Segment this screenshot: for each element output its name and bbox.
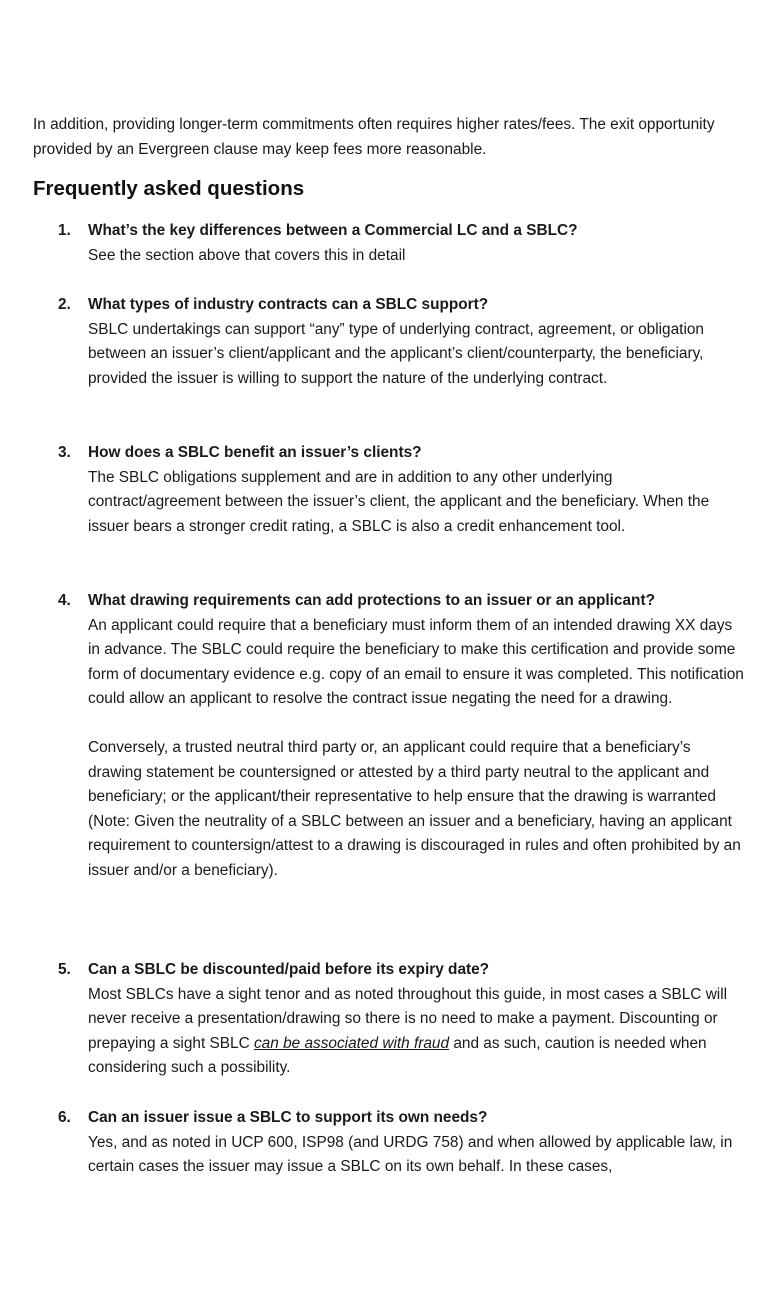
faq-question-1: What’s the key differences between a Commercial LC and a SBLC? [88,222,578,239]
faq-item-4 [58,589,748,883]
faq-answer-1: See the section above that covers this in detail [88,246,406,264]
faq-item-6 [58,1106,748,1180]
faq-item-3 [58,441,748,539]
faq-heading: Frequently asked questions [33,177,305,200]
faq-number-4: 4. [58,592,71,609]
faq-answer-5-text-before: Most SBLCs have a sight tenor and as noted throughout this guide, in most cases a SBLC will never receive a presentation/drawing so there is no need to make a payment. Discounting or prepaying a sight SBLC [88,985,728,1052]
intro-paragraph: In addition, providing longer-term commitments often requires higher rates/fees. The exit opportunity provided by an Evergreen clause may keep fees more reasonable. [33,116,715,158]
faq-number-5: 5. [58,961,71,978]
faq-number-3: 3. [58,444,71,461]
faq-question-3: How does a SBLC benefit an issuer’s clients? [88,444,422,461]
faq-answer-3: The SBLC obligations supplement and are in addition to any other underlying contract/agreement between the issuer’s client, the applicant and the beneficiary. When the issuer bears a stronger credit rating, a SBLC is also a credit enhancement tool. [88,468,710,535]
faq-number-6: 6. [58,1109,71,1126]
faq-answer-2: SBLC undertakings can support “any” type of underlying contract, agreement, or obligation between an issuer’s client/applicant and the applicant’s client/counterparty, the beneficiary, provided the issuer is willing to support the nature of the underlying contract. [88,320,704,387]
faq-answer-5 [88,983,748,1081]
faq-question-4: What drawing requirements can add protections to an issuer or an applicant? [88,592,655,609]
faq-item-2 [58,293,748,391]
faq-question-5: Can a SBLC be discounted/paid before its expiry date? [88,961,490,978]
faq-number-1: 1. [58,222,71,239]
fraud-emphasis: can be associated with fraud [253,1034,450,1052]
faq-answer-4-continued: Conversely, a trusted neutral third party or, an applicant could require that a beneficiary’s drawing statement be countersigned or attested by a third party neutral to the applicant and beneficiary; or the applicant/their representative to help ensure that the drawing is warranted (Note: Given the neutrality of a SBLC between an issuer and a beneficiary, having an applicant requirement to countersign/attest to a drawing is discouraged in rules and often prohibited by an issuer and/or a beneficiary). [88,739,741,879]
faq-answer-4: An applicant could require that a beneficiary must inform them of an intended drawing XX days in advance. The SBLC could require the beneficiary to make this certification and provide some form of documentary evidence e.g. copy of an email to ensure it was completed. This notification could allow an applicant to resolve the contract issue negating the need for a drawing. [88,616,744,707]
faq-answer-5-text-after: and as such, caution is needed when considering such a possibility. [88,1034,707,1076]
faq-question-2: What types of industry contracts can a SBLC support? [88,296,489,313]
faq-answer-6: Yes, and as noted in UCP 600, ISP98 (and URDG 758) and when allowed by applicable law, in certain cases the issuer may issue a SBLC on its own behalf. In these cases, [88,1133,733,1175]
faq-number-2: 2. [58,296,71,313]
faq-item-1 [58,219,748,268]
faq-question-6: Can an issuer issue a SBLC to support its own needs? [88,1109,488,1126]
faq-item-5 [58,958,748,1081]
